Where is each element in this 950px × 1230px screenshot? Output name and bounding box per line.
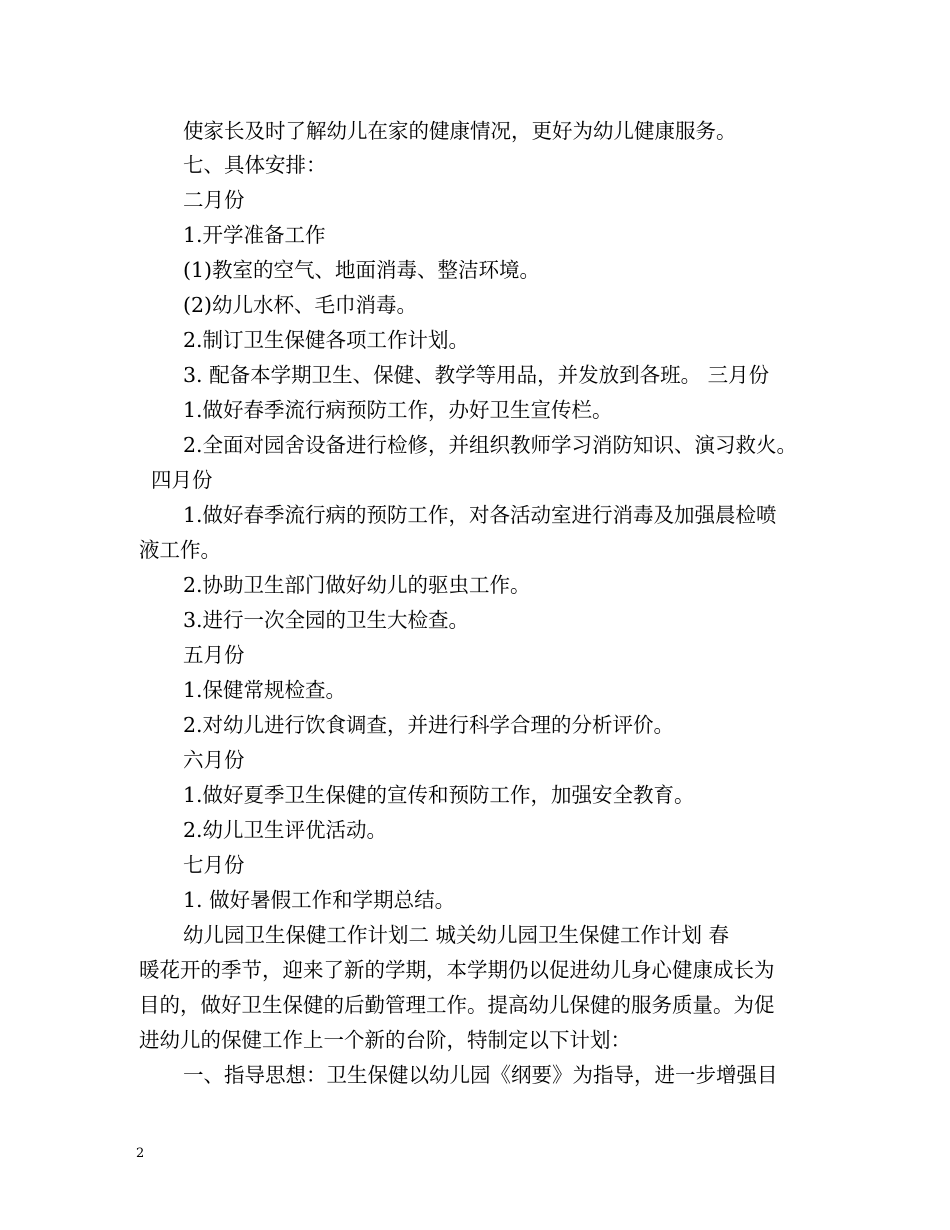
text-line: 2.制订卫生保健各项工作计划。: [183, 328, 470, 352]
text-line: 幼儿园卫生保健工作计划二 城关幼儿园卫生保健工作计划 春: [183, 923, 730, 947]
text-line: (2)幼儿水杯、毛巾消毒。: [183, 293, 418, 317]
text-line: 2.协助卫生部门做好幼儿的驱虫工作。: [183, 573, 531, 597]
text-line: (1)教室的空气、地面消毒、整洁环境。: [183, 258, 541, 282]
month-heading: 四月份: [151, 468, 213, 492]
text-line: 液工作。: [139, 538, 221, 562]
month-heading: 七月份: [183, 853, 245, 877]
text-line: 1.做好夏季卫生保健的宣传和预防工作，加强安全教育。: [183, 783, 695, 807]
text-line: 1.开学准备工作: [183, 223, 326, 247]
text-line: 3.进行一次全园的卫生大检查。: [183, 608, 470, 632]
text-line: 暖花开的季节，迎来了新的学期，本学期仍以促进幼儿身心健康成长为: [139, 958, 775, 982]
text-line: 2.幼儿卫生评优活动。: [183, 818, 388, 842]
text-line: 1.做好春季流行病预防工作，办好卫生宣传栏。: [183, 398, 613, 422]
section-heading: 七、具体安排：: [183, 153, 327, 177]
text-line: 2.全面对园舍设备进行检修，并组织教师学习消防知识、演习救火。: [183, 433, 798, 457]
text-line: 一、指导思想：卫生保健以幼儿园《纲要》为指导，进一步增强目: [183, 1063, 778, 1087]
text-line: 3. 配备本学期卫生、保健、教学等用品，并发放到各班。 三月份: [183, 363, 770, 387]
text-line: 2.对幼儿进行饮食调查，并进行科学合理的分析评价。: [183, 713, 675, 737]
text-line: 进幼儿的保健工作上一个新的台阶，特制定以下计划：: [139, 1028, 631, 1052]
month-heading: 二月份: [183, 188, 245, 212]
text-line: 1.做好春季流行病的预防工作，对各活动室进行消毒及加强晨检喷: [183, 503, 777, 527]
page-number: 2: [136, 1146, 145, 1161]
month-heading: 五月份: [183, 643, 245, 667]
text-line: 使家长及时了解幼儿在家的健康情况，更好为幼儿健康服务。: [183, 119, 737, 143]
text-line: 目的，做好卫生保健的后勤管理工作。提高幼儿保健的服务质量。为促: [139, 993, 775, 1017]
month-heading: 六月份: [183, 748, 245, 772]
text-line: 1.保健常规检查。: [183, 678, 347, 702]
text-line: 1. 做好暑假工作和学期总结。: [183, 888, 456, 912]
